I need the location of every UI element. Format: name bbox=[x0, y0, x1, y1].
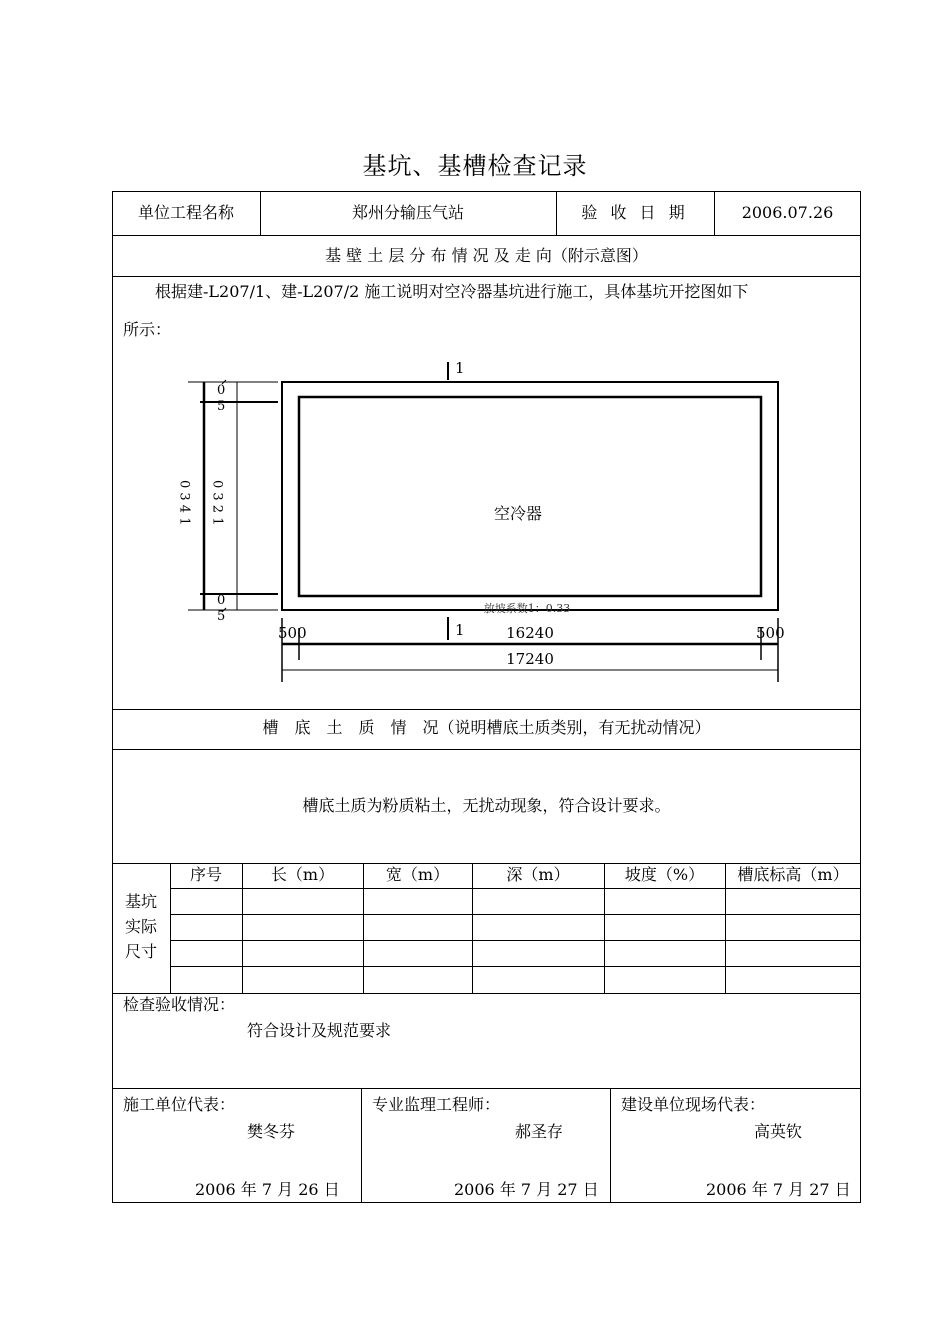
pit-outer-outline bbox=[282, 382, 778, 610]
dim-inner-length: 16240 bbox=[506, 624, 554, 642]
construction-rep-name: 樊冬芬 bbox=[247, 1122, 296, 1141]
pit-inner-outline bbox=[299, 397, 761, 596]
bottom-soil-content: 槽底土质为粉质粘土，无扰动现象，符合设计要求。 bbox=[302, 796, 671, 815]
equipment-label: 空冷器 bbox=[493, 504, 543, 523]
section-label-top: 1 bbox=[455, 359, 465, 377]
acceptance-date-value: 2006.07.26 bbox=[741, 203, 834, 222]
dim-total-length: 17240 bbox=[506, 650, 554, 668]
section-label-bottom: 1 bbox=[455, 621, 465, 639]
owner-rep-label: 建设单位现场代表： bbox=[621, 1095, 766, 1114]
column-header: 坡度（%） bbox=[624, 865, 705, 884]
construction-rep-label: 施工单位代表： bbox=[123, 1095, 236, 1114]
owner-rep-date: 2006 年 7 月 27 日 bbox=[706, 1180, 851, 1199]
soil-description-line1: 根据建-L207/1、建-L207/2 施工说明对空冷器基坑进行施工，具体基坑开挖图如下 bbox=[155, 282, 749, 301]
vdim-bottom-b: 5 bbox=[217, 609, 226, 624]
inspection-content: 符合设计及规范要求 bbox=[247, 1021, 392, 1040]
column-header: 宽（m） bbox=[385, 865, 450, 884]
soil-distribution-heading: 基 壁 土 层 分 布 情 况 及 走 向（附示意图） bbox=[325, 246, 648, 265]
vdim-total: 0 3 4 1 bbox=[176, 480, 192, 526]
supervisor-date: 2006 年 7 月 27 日 bbox=[454, 1180, 599, 1199]
vdim-top-b: 5 bbox=[217, 399, 226, 414]
inspection-label: 检查验收情况： bbox=[123, 995, 236, 1014]
soil-description-line2: 所示： bbox=[123, 320, 172, 339]
slope-note: 放坡系数1：0.33 bbox=[483, 602, 571, 615]
construction-rep-date: 2006 年 7 月 26 日 bbox=[195, 1180, 340, 1199]
side-label-line2: 实际 bbox=[124, 917, 157, 936]
side-label-line3: 尺寸 bbox=[124, 942, 157, 961]
vdim-top-a: 0 bbox=[217, 383, 226, 398]
vdim-inner: 0 3 2 1 bbox=[209, 480, 225, 526]
vdim-bottom-a: 0 bbox=[217, 593, 226, 608]
column-header: 槽底标高（m） bbox=[737, 865, 849, 884]
column-header: 序号 bbox=[189, 865, 222, 884]
acceptance-date-label: 验 收 日 期 bbox=[581, 203, 689, 222]
dim-right-offset: 500 bbox=[756, 624, 785, 642]
owner-rep-name: 高英钦 bbox=[754, 1122, 803, 1141]
page-title: 基坑、基槽检查记录 bbox=[362, 152, 588, 180]
supervisor-name: 郝圣存 bbox=[515, 1122, 564, 1141]
unit-name-value: 郑州分输压气站 bbox=[351, 203, 464, 222]
bottom-soil-heading: 槽 底 土 质 情 况（说明槽底土质类别，有无扰动情况） bbox=[262, 718, 711, 737]
unit-name-label: 单位工程名称 bbox=[137, 203, 234, 222]
side-label-line1: 基坑 bbox=[124, 892, 157, 911]
column-header: 长（m） bbox=[270, 865, 335, 884]
dim-left-offset: 500 bbox=[278, 624, 307, 642]
column-header: 深（m） bbox=[506, 865, 570, 884]
supervisor-label: 专业监理工程师： bbox=[372, 1095, 501, 1114]
